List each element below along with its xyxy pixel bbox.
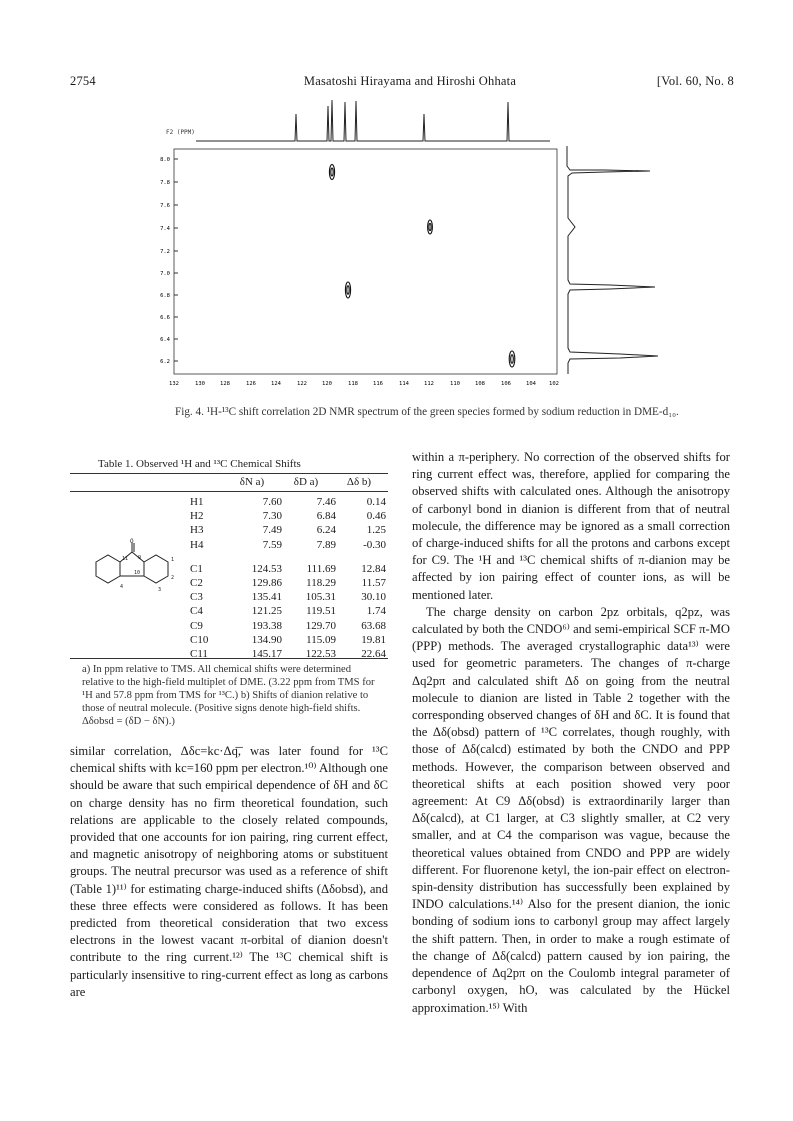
cell-dN: 135.41 xyxy=(251,591,282,604)
shift-table xyxy=(190,495,386,661)
cell-dD: 119.51 xyxy=(306,605,336,618)
cell-dN: 193.38 xyxy=(251,619,282,632)
left-column-text xyxy=(70,743,388,1001)
row-label: C2 xyxy=(190,577,203,590)
cell-dd: 1.25 xyxy=(366,524,386,537)
row-label: C1 xyxy=(190,562,203,575)
row-label: H3 xyxy=(190,524,204,537)
f2-tick: 118 xyxy=(348,381,358,387)
row-label: C4 xyxy=(190,605,203,618)
running-authors: Masatoshi Hirayama and Hiroshi Ohhata xyxy=(303,74,517,88)
row-label: H1 xyxy=(190,496,204,508)
f1-tick: 7.4 xyxy=(160,226,170,232)
cell-dd: 63.68 xyxy=(361,619,386,632)
f2-tick: 112 xyxy=(424,381,434,387)
cell-dd: 0.46 xyxy=(366,510,386,523)
table-row xyxy=(190,647,386,661)
f1-tick: 7.6 xyxy=(160,203,170,209)
benzene-ring-right xyxy=(144,555,168,583)
proton-projection-trace xyxy=(567,146,658,374)
position-label: 4 xyxy=(120,584,124,590)
cross-peak xyxy=(345,282,350,298)
table-rule-header xyxy=(70,491,388,492)
f2-tick: 116 xyxy=(373,381,383,387)
cell-dD: 118.29 xyxy=(306,577,336,590)
cell-dd: 12.84 xyxy=(361,562,386,575)
right-paragraph-2: The charge density on carbon 2pz orbitals, q2pz, was calculated by both the CNDO⁶⁾ and semi-empirical SCF π-MO (PPP) methods. The averaged crystallographic data¹³⁾ were used for geometric parameters. The changes of π-charge Δq2pπ and calculated shift Δδ on going from the neutral molecule to dianion are listed in Table 2 together with the corresponding observed changes of δH and δC. It is found that the Δδ(obsd) pattern of ¹³C correlates, though roughly, with those of Δδ(calcd) estimated by both the CNDO and PPP methods. However, the comparison between observed and theoretical shifts at each position showed very poor agreement: At C9 Δδ(obsd) is extraordinarily larger than Δδ(calcd), at C1 larger, at C3 slightly smaller, at C2 very smaller, and at C4 the comparison was vague, because the theoretical values obtained from CNDO and PPP are widely different. For fluorenone ketyl, the ion-pair effect on electron-spin-density distribution has successfully been explained by INDO calculations.¹⁴⁾ Also for the present dianion, the ionic bonding of sodium ions to carbonyl group may affect largely the shift pattern. Then, in order to make a rough estimate of the change of Δδ(calcd) pattern caused by ion pairing, the dependence of Δq2pπ on the Coulomb integral parameter of carbonyl oxygen, hO, was calculated by the Hückel approximation.¹⁵⁾ With xyxy=(412,604,730,1015)
position-label: 2 xyxy=(171,575,175,581)
cell-dD: 6.24 xyxy=(316,524,336,537)
row-label: C9 xyxy=(190,619,203,632)
table-row xyxy=(190,619,386,633)
cell-dD: 7.89 xyxy=(316,538,336,551)
position-label: 1 xyxy=(171,557,175,563)
oxygen-label: O xyxy=(130,538,134,545)
carbon-projection-trace xyxy=(196,100,550,141)
position-label: 9 xyxy=(138,555,142,561)
col-header-dd: Δδ b) xyxy=(346,476,372,488)
f1-tick: 7.2 xyxy=(160,249,170,255)
col-header-dN: δN a) xyxy=(239,476,265,488)
cell-dD: 7.46 xyxy=(316,496,336,508)
f2-tick: 126 xyxy=(246,381,256,387)
f1-tick: 6.8 xyxy=(160,293,170,299)
cross-peak xyxy=(428,220,433,234)
f2-tick: 124 xyxy=(271,381,281,387)
cell-dd: -0.30 xyxy=(363,538,386,551)
position-label: 10 xyxy=(134,570,141,576)
f2-axis xyxy=(169,381,559,387)
f1-tick: 6.2 xyxy=(160,359,170,365)
cell-dD: 105.31 xyxy=(305,591,336,604)
f2-tick: 108 xyxy=(475,381,485,387)
cell-dD: 129.70 xyxy=(305,619,336,632)
cell-dd: 30.10 xyxy=(361,591,386,604)
table-rule-bottom xyxy=(70,658,388,659)
row-label: C11 xyxy=(190,648,208,661)
position-label: 11 xyxy=(122,556,129,562)
f2-tick: 122 xyxy=(297,381,307,387)
f1-tick: 6.6 xyxy=(160,315,170,321)
row-label: C10 xyxy=(190,633,209,646)
cross-peak xyxy=(329,165,334,180)
page-number: 2754 xyxy=(70,74,96,88)
cell-dN: 145.17 xyxy=(251,648,282,661)
cell-dN: 129.86 xyxy=(251,577,282,590)
f2-tick: 132 xyxy=(169,381,179,387)
cell-dN: 7.60 xyxy=(262,496,282,508)
cell-dD: 6.84 xyxy=(316,510,336,523)
f2-tick: 128 xyxy=(220,381,230,387)
table-row xyxy=(190,552,386,576)
cross-peak xyxy=(509,351,515,367)
cell-dN: 124.53 xyxy=(251,562,282,575)
cell-dN: 121.25 xyxy=(251,605,282,618)
cell-dD: 122.53 xyxy=(305,648,336,661)
table-row xyxy=(190,538,386,552)
f1-tick: 8.0 xyxy=(160,157,170,163)
fluorenone-structure xyxy=(82,538,192,610)
row-label: H2 xyxy=(190,510,204,523)
f2-tick: 130 xyxy=(195,381,205,387)
right-column-text xyxy=(412,449,730,1017)
cell-dN: 7.49 xyxy=(262,524,282,537)
cell-dd: 0.14 xyxy=(366,496,386,508)
cell-dd: 19.81 xyxy=(361,633,386,646)
table-footnote: a) In ppm relative to TMS. All chemical shifts were determined relative to the high-field multiplet of DME. (3.22 ppm from TMS for ¹H and 57.8 ppm from TMS for ¹³C.) b) Shifts of dianion relative to those of neutral molecule. (Positive signs denote high-field shifts. Δδobsd = (δD − δN).) xyxy=(82,664,375,727)
cell-dd: 1.74 xyxy=(366,605,386,618)
table-row xyxy=(190,523,386,537)
table-row xyxy=(190,633,386,647)
f2-axis-label: F2 (PPM) xyxy=(166,129,195,136)
left-paragraph: similar correlation, Δδc=kc·Δq͞, was later found for ¹³C chemical shifts with kc=160 ppm per electron.¹⁰⁾ Although one should be aware that such empirical dependence of δH and δC on charge density has no firm theoretical foundation, such relations are applicable to the closely related compounds, provided that one accounts for ion pairing, ring current effect, and magnetic anisotropy of neighboring atoms or substituent groups. The neutral precursor was used as a reference of shift (Table 1)¹¹⁾ for estimating charge-induced shifts (Δδobsd), and these three effects were considered as follows. It has been predicted from theoretical consideration that two excess electrons in the lowest vacant π-orbital of dianion doesn't contribute to the ring current.¹²⁾ The ¹³C chemical shift is particularly insensitive to ring-current effect as long as carbons are xyxy=(70,744,388,999)
f1-tick: 6.4 xyxy=(160,337,170,343)
cell-dd: 11.57 xyxy=(361,577,386,590)
f2-tick: 102 xyxy=(549,381,559,387)
cell-dN: 7.30 xyxy=(262,510,282,523)
plot-frame xyxy=(174,149,557,374)
cell-dd: 22.64 xyxy=(361,648,386,661)
row-label: C3 xyxy=(190,591,203,604)
table-row xyxy=(190,604,386,618)
right-paragraph-1: within a π-periphery. No correction of the observed shifts for ring current effect was, therefore, applied for comparing the observed shifts with calculated ones. Although the anisotropy of carbonyl bond in dianion is different from that of neutral molecule, the difference may be ignored as a small correction of charge-induced shifts for all the protons and carbons except for C9. The ¹H and ¹³C chemical shifts of π-dianion may be affected by ion pairing effect of counter ions, as will be mentioned later. xyxy=(412,450,730,602)
f2-tick: 106 xyxy=(501,381,511,387)
table-row xyxy=(190,590,386,604)
f2-tick: 104 xyxy=(526,381,536,387)
figure-caption: Fig. 4. ¹H-¹³C shift correlation 2D NMR spectrum of the green species formed by sodium reduction in DME-d₁₀. xyxy=(175,406,679,418)
position-label: 3 xyxy=(158,587,162,593)
table-row xyxy=(190,495,386,509)
nmr-2d-spectrum xyxy=(150,96,660,396)
col-header-dD: δD a) xyxy=(293,476,319,488)
table-title: Table 1. Observed ¹H and ¹³C Chemical Shifts xyxy=(98,458,301,470)
cell-dN: 7.59 xyxy=(262,538,282,551)
cell-dN: 134.90 xyxy=(251,633,282,646)
f2-tick: 120 xyxy=(322,381,332,387)
f1-tick: 7.8 xyxy=(160,180,170,186)
f2-tick: 114 xyxy=(399,381,409,387)
cell-dD: 115.09 xyxy=(306,633,336,646)
table-row xyxy=(190,509,386,523)
table-rule-top xyxy=(70,473,388,474)
table-row xyxy=(190,576,386,590)
volume-info: [Vol. 60, No. 8 xyxy=(656,74,734,88)
row-label: H4 xyxy=(190,538,204,551)
cell-dD: 111.69 xyxy=(306,562,336,575)
f1-tick: 7.0 xyxy=(160,271,170,277)
benzene-ring-left xyxy=(96,555,120,583)
f1-axis xyxy=(160,157,178,365)
f2-tick: 110 xyxy=(450,381,460,387)
